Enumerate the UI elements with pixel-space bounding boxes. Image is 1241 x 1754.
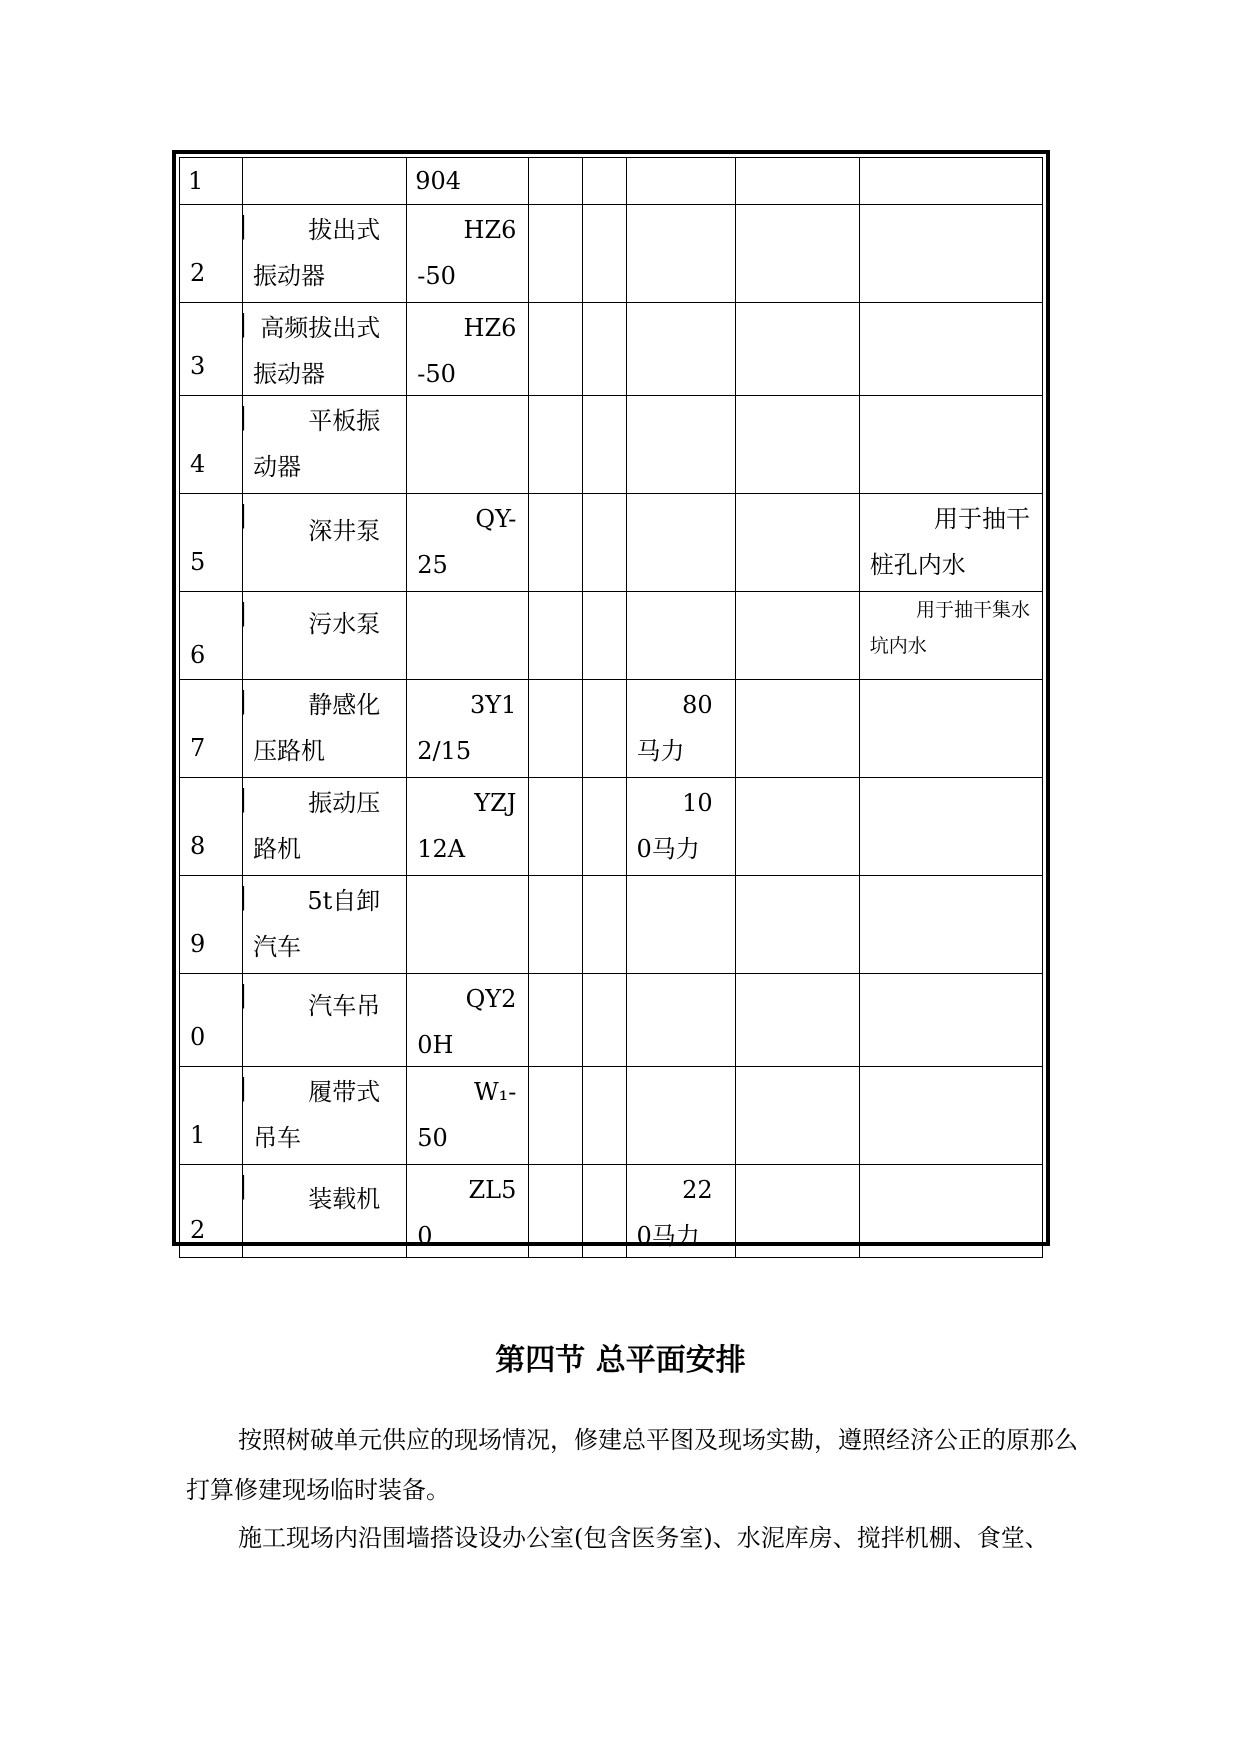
equipment-name-line-1: 平板振 (308, 407, 381, 435)
cell-model (407, 303, 529, 396)
cell-note (859, 303, 1042, 396)
cell-name (243, 974, 407, 1067)
cell-name (243, 592, 407, 680)
equipment-name-line-1: 静感化 (308, 691, 381, 719)
equipment-name-line-1: 振动压 (308, 789, 381, 817)
table-row (180, 1165, 1043, 1258)
clipped-number-glyph (243, 213, 250, 243)
cell-model (407, 974, 529, 1067)
cell-note (859, 974, 1042, 1067)
model-line-1: QY2 (465, 985, 517, 1013)
cell-model (407, 494, 529, 592)
cell-blank-c (735, 680, 859, 778)
cell-blank-b (583, 680, 626, 778)
paragraph-2 (186, 1513, 1090, 1563)
table-row (180, 974, 1043, 1067)
model-line-2: 50 (417, 1124, 448, 1152)
cell-number (180, 396, 243, 494)
table-row (180, 592, 1043, 680)
table-row (180, 205, 1043, 303)
cell-blank-c (735, 1067, 859, 1165)
cell-blank-a (529, 974, 583, 1067)
cell-power (626, 680, 735, 778)
cell-number (180, 303, 243, 396)
cell-model (407, 876, 529, 974)
cell-blank-a (529, 303, 583, 396)
power-line-2: 0马力 (636, 1222, 700, 1250)
cell-name (243, 494, 407, 592)
model-line-2: 0H (417, 1031, 454, 1059)
cell-power (626, 876, 735, 974)
cell-name (243, 1165, 407, 1258)
cell-blank-a (529, 205, 583, 303)
cell-number (180, 1067, 243, 1165)
cell-blank-b (583, 396, 626, 494)
cell-note (859, 205, 1042, 303)
equipment-name-line-2: 路机 (253, 835, 302, 863)
model-line-1: ZL5 (468, 1176, 517, 1204)
equipment-name-line-2: 振动器 (253, 262, 326, 290)
cell-model (407, 592, 529, 680)
note-line-1: 用于抽干集水 (915, 599, 1030, 621)
cell-name (243, 303, 407, 396)
cell-blank-a (529, 592, 583, 680)
equipment-name-line-2: 振动器 (253, 360, 326, 388)
cell-number (180, 205, 243, 303)
power-line-2: 0马力 (636, 835, 700, 863)
cell-power (626, 205, 735, 303)
cell-blank-b (583, 205, 626, 303)
cell-name (243, 680, 407, 778)
note-line-2: 坑内水 (869, 635, 927, 657)
equipment-name-line-2: 汽车 (253, 933, 302, 961)
cell-blank-b (583, 158, 626, 205)
row-number: 9 (190, 930, 206, 958)
cell-model (407, 396, 529, 494)
clipped-number-glyph (243, 1075, 250, 1105)
clipped-number-glyph (243, 502, 250, 532)
row-number: 3 (190, 352, 206, 380)
table-row (180, 778, 1043, 876)
cell-blank-a (529, 158, 583, 205)
cell-blank-c (735, 396, 859, 494)
cell-power (626, 396, 735, 494)
row-number: 6 (190, 641, 206, 669)
equipment-name: 装载机 (308, 1185, 381, 1213)
cell-blank-b (583, 974, 626, 1067)
cell-note (859, 1165, 1042, 1258)
cell-blank-c (735, 778, 859, 876)
cell-power (626, 494, 735, 592)
cell-model (407, 1165, 529, 1258)
clipped-number-glyph (243, 786, 250, 816)
model-number: 904 (415, 167, 462, 195)
cell-blank-c (735, 205, 859, 303)
equipment-table-frame (172, 150, 1050, 1250)
cell-blank-a (529, 494, 583, 592)
cell-number (180, 592, 243, 680)
table-row (180, 158, 1043, 205)
table-row (180, 680, 1043, 778)
cell-note (859, 778, 1042, 876)
cell-blank-c (735, 876, 859, 974)
cell-note (859, 1067, 1042, 1165)
power-line-1: 80 (682, 691, 713, 719)
cell-number (180, 494, 243, 592)
model-line-2: 0 (417, 1222, 433, 1250)
cell-blank-a (529, 1165, 583, 1258)
cell-note (859, 494, 1042, 592)
cell-blank-a (529, 876, 583, 974)
cell-blank-c (735, 158, 859, 205)
cell-number (180, 158, 243, 205)
cell-model (407, 680, 529, 778)
equipment-name: 汽车吊 (308, 992, 381, 1020)
clipped-number-glyph (243, 982, 250, 1012)
cell-note (859, 158, 1042, 205)
clipped-number-glyph (243, 884, 250, 914)
cell-blank-b (583, 876, 626, 974)
model-line-2: -50 (417, 262, 456, 290)
cell-power (626, 158, 735, 205)
cell-note (859, 876, 1042, 974)
model-line-2: 2/15 (417, 737, 472, 765)
cell-name (243, 396, 407, 494)
equipment-name-line-2: 动器 (253, 453, 302, 481)
cell-blank-a (529, 1067, 583, 1165)
model-line-1: HZ6 (463, 216, 517, 244)
cell-blank-c (735, 974, 859, 1067)
cell-blank-c (735, 494, 859, 592)
model-line-2: 25 (417, 551, 448, 579)
cell-blank-b (583, 303, 626, 396)
cell-power (626, 974, 735, 1067)
table-row (180, 1067, 1043, 1165)
cell-blank-a (529, 396, 583, 494)
power-line-2: 马力 (636, 737, 685, 765)
table-row (180, 494, 1043, 592)
cell-blank-a (529, 680, 583, 778)
model-line-2: -50 (417, 360, 456, 388)
equipment-table (179, 157, 1043, 1258)
model-line-1: W₁- (473, 1078, 517, 1106)
cell-name (243, 778, 407, 876)
row-number: 8 (190, 832, 206, 860)
paragraph-2-text: 施工现场内沿围墙搭设设办公室(包含医务室)、水泥库房、搅拌机棚、食堂、 (238, 1524, 1049, 1552)
cell-blank-c (735, 303, 859, 396)
cell-name (243, 205, 407, 303)
cell-blank-c (735, 1165, 859, 1258)
cell-power (626, 303, 735, 396)
cell-model (407, 205, 529, 303)
note-line-1: 用于抽干 (934, 505, 1030, 533)
cell-blank-a (529, 778, 583, 876)
cell-blank-b (583, 592, 626, 680)
cell-blank-b (583, 778, 626, 876)
cell-number (180, 680, 243, 778)
row-number: 0 (190, 1023, 206, 1051)
equipment-name-line-2: 压路机 (253, 737, 326, 765)
cell-number (180, 974, 243, 1067)
section-heading: 第四节 总平面安排 (495, 1343, 746, 1378)
equipment-name-line-1: 拔出式 (308, 216, 381, 244)
paragraph-1 (186, 1415, 1090, 1515)
cell-note (859, 396, 1042, 494)
clipped-number-glyph (243, 1173, 250, 1203)
clipped-number-glyph (243, 311, 250, 341)
row-number: 1 (190, 1121, 206, 1149)
cell-power (626, 592, 735, 680)
clipped-number-glyph (243, 600, 250, 630)
table-row (180, 396, 1043, 494)
cell-blank-b (583, 494, 626, 592)
cell-power (626, 1067, 735, 1165)
equipment-name-line-1: 5t自卸 (307, 887, 381, 915)
model-line-1: HZ6 (463, 314, 517, 342)
row-number: 5 (190, 548, 206, 576)
cell-model (407, 158, 529, 205)
cell-number (180, 876, 243, 974)
power-line-1: 22 (682, 1176, 713, 1204)
row-number: 7 (190, 734, 206, 762)
row-number: 2 (190, 259, 206, 287)
equipment-name-line-1: 高频拔出式 (260, 314, 381, 342)
cell-model (407, 1067, 529, 1165)
cell-model (407, 778, 529, 876)
cell-blank-c (735, 592, 859, 680)
equipment-name-line-1: 履带式 (308, 1078, 381, 1106)
cell-blank-b (583, 1165, 626, 1258)
equipment-table-body (180, 158, 1043, 1258)
power-line-1: 10 (682, 789, 713, 817)
cell-power (626, 778, 735, 876)
clipped-number-glyph (243, 404, 250, 434)
equipment-name: 深井泵 (308, 517, 381, 545)
model-line-2: 12A (417, 835, 466, 863)
paragraph-1-text: 按照树破单元供应的现场情况，修建总平图及现场实勘，遵照经济公正的原那么打算修建现场临时装备。 (186, 1426, 1078, 1504)
clipped-number-glyph (243, 688, 250, 718)
cell-blank-b (583, 1067, 626, 1165)
cell-name (243, 876, 407, 974)
model-line-1: YZJ (474, 789, 517, 817)
table-row (180, 303, 1043, 396)
table-row (180, 876, 1043, 974)
cell-power (626, 1165, 735, 1258)
model-line-1: QY- (475, 505, 517, 533)
equipment-name-line-2: 吊车 (253, 1124, 302, 1152)
cell-name (243, 158, 407, 205)
row-number: 2 (190, 1216, 206, 1244)
cell-name (243, 1067, 407, 1165)
cell-note (859, 680, 1042, 778)
equipment-name: 污水泵 (308, 610, 381, 638)
cell-number (180, 778, 243, 876)
model-line-1: 3Y1 (470, 691, 517, 719)
row-number: 4 (190, 450, 206, 478)
note-line-2: 桩孔内水 (869, 551, 966, 579)
row-number: 1 (188, 167, 204, 195)
cell-note (859, 592, 1042, 680)
cell-number (180, 1165, 243, 1258)
